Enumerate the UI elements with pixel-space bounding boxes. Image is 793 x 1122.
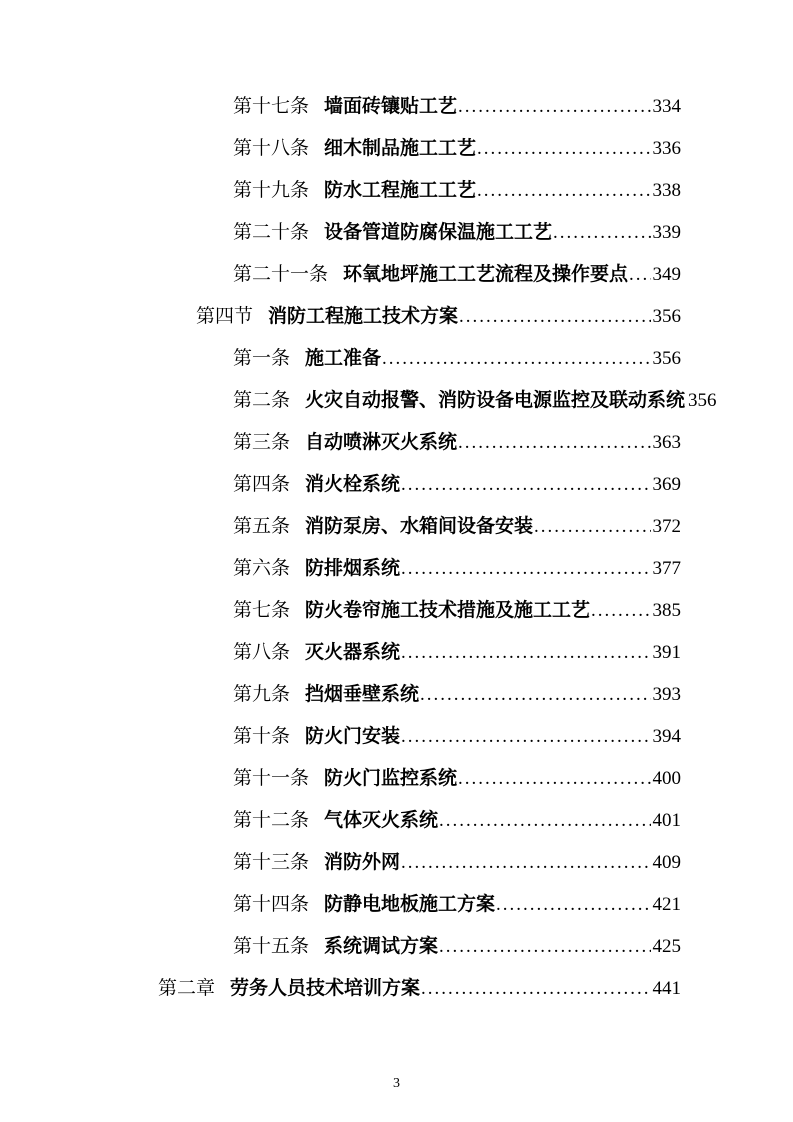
toc-entry[interactable]: [0, 758, 793, 800]
toc-entry[interactable]: [0, 674, 793, 716]
toc-entry-title: 消防工程施工技术方案: [268, 306, 459, 327]
toc-entry-page-number: 356: [652, 306, 681, 327]
toc-entry[interactable]: [0, 170, 793, 212]
toc-entry-label: 第八条: [233, 642, 291, 663]
toc-entry-page-number: 385: [652, 600, 681, 621]
toc-entry-label: 第二条: [233, 390, 291, 411]
toc-entry-page-number: 356: [652, 348, 681, 369]
toc-entry-label: 第五条: [233, 516, 291, 537]
toc-entry-page-number: 363: [652, 432, 681, 453]
toc-entry-title: 灭火器系统: [305, 642, 401, 663]
toc-entry-label: 第七条: [233, 600, 291, 621]
dot-leader: [400, 842, 650, 884]
dot-leader: [400, 548, 650, 590]
dot-leader: [495, 884, 650, 926]
toc-entry-title: 施工准备: [305, 348, 382, 369]
toc-entry-label: 第二十条: [233, 222, 310, 243]
toc-entry-page-number: 349: [652, 264, 681, 285]
toc-entry-label: 第十三条: [233, 852, 310, 873]
toc-entry-title: 墙面砖镶贴工艺: [324, 96, 458, 117]
dot-leader: [457, 758, 650, 800]
toc-entry-label: 第三条: [233, 432, 291, 453]
toc-entry-label: 第一条: [233, 348, 291, 369]
toc-entry[interactable]: [0, 506, 793, 548]
toc-entry[interactable]: [0, 590, 793, 632]
toc-entry-page-number: 400: [652, 768, 681, 789]
toc-entry-title: 防排烟系统: [305, 558, 401, 579]
toc-entry[interactable]: [0, 296, 793, 338]
toc-entry-title: 防静电地板施工方案: [324, 894, 496, 915]
toc-entry[interactable]: [0, 254, 793, 296]
toc-entry-label: 第四节: [196, 306, 254, 327]
toc-entry-title: 设备管道防腐保温施工工艺: [324, 222, 553, 243]
dot-leader: [457, 422, 650, 464]
toc-entry-label: 第十条: [233, 726, 291, 747]
dot-leader: [552, 212, 650, 254]
toc-entry-page-number: 372: [652, 516, 681, 537]
toc-entry-page-number: 393: [652, 684, 681, 705]
dot-leader: [533, 506, 650, 548]
toc-entry-page-number: 391: [652, 642, 681, 663]
toc-entry-title: 自动喷淋灭火系统: [305, 432, 458, 453]
toc-entry-label: 第九条: [233, 684, 291, 705]
dot-leader: [400, 464, 650, 506]
toc-entry[interactable]: [0, 884, 793, 926]
dot-leader: [476, 128, 650, 170]
toc-entry-page-number: 394: [652, 726, 681, 747]
toc-entry-label: 第十四条: [233, 894, 310, 915]
toc-entry-title: 消防外网: [324, 852, 401, 873]
dot-leader: [400, 632, 650, 674]
toc-entry-title: 火灾自动报警、消防设备电源监控及联动系统: [305, 390, 686, 411]
toc-entry[interactable]: [0, 968, 793, 1010]
toc-entry[interactable]: [0, 86, 793, 128]
toc-entry-label: 第二十一条: [233, 264, 329, 285]
dot-leader: [628, 254, 650, 296]
toc-entry-title: 挡烟垂壁系统: [305, 684, 420, 705]
toc-entry[interactable]: [0, 716, 793, 758]
toc-entry-label: 第六条: [233, 558, 291, 579]
toc-entry-title: 消火栓系统: [305, 474, 401, 495]
dot-leader: [458, 296, 650, 338]
toc-entry[interactable]: [0, 422, 793, 464]
toc-list: [0, 86, 793, 1010]
toc-entry-page-number: 409: [652, 852, 681, 873]
dot-leader: [476, 170, 650, 212]
toc-entry-title: 环氧地坪施工工艺流程及操作要点: [343, 264, 629, 285]
toc-entry-label: 第十七条: [233, 96, 310, 117]
dot-leader: [438, 926, 650, 968]
toc-entry-title: 气体灭火系统: [324, 810, 439, 831]
toc-entry-label: 第十八条: [233, 138, 310, 159]
dot-leader: [590, 590, 650, 632]
toc-entry[interactable]: [0, 212, 793, 254]
toc-entry[interactable]: [0, 926, 793, 968]
toc-entry-label: 第十五条: [233, 936, 310, 957]
toc-entry-title: 消防泵房、水箱间设备安装: [305, 516, 534, 537]
toc-entry-title: 细木制品施工工艺: [324, 138, 477, 159]
toc-entry[interactable]: [0, 380, 793, 422]
toc-entry-page-number: 336: [652, 138, 681, 159]
toc-entry[interactable]: [0, 800, 793, 842]
toc-entry-page-number: 339: [652, 222, 681, 243]
toc-entry[interactable]: [0, 464, 793, 506]
footer-page-number: 3: [393, 1076, 400, 1091]
toc-entry[interactable]: [0, 548, 793, 590]
toc-entry-page-number: 334: [652, 96, 681, 117]
dot-leader: [381, 338, 650, 380]
toc-entry-title: 防水工程施工工艺: [324, 180, 477, 201]
dot-leader: [438, 800, 650, 842]
toc-entry[interactable]: [0, 338, 793, 380]
toc-entry-label: 第四条: [233, 474, 291, 495]
toc-entry-page-number: 356: [688, 390, 717, 411]
toc-entry-page-number: 338: [652, 180, 681, 201]
dot-leader: [419, 674, 650, 716]
toc-entry-title: 系统调试方案: [324, 936, 439, 957]
toc-entry-label: 第十一条: [233, 768, 310, 789]
toc-entry-page-number: 377: [652, 558, 681, 579]
toc-entry[interactable]: [0, 842, 793, 884]
toc-entry-title: 劳务人员技术培训方案: [230, 978, 421, 999]
toc-entry-label: 第十二条: [233, 810, 310, 831]
toc-entry-title: 防火卷帘施工技术措施及施工工艺: [305, 600, 591, 621]
toc-entry[interactable]: [0, 632, 793, 674]
dot-leader: [457, 86, 650, 128]
toc-entry-title: 防火门安装: [305, 726, 401, 747]
toc-entry-page-number: 369: [652, 474, 681, 495]
dot-leader: [420, 968, 650, 1010]
dot-leader: [400, 716, 650, 758]
toc-entry-page-number: 441: [652, 978, 681, 999]
toc-entry-title: 防火门监控系统: [324, 768, 458, 789]
toc-entry[interactable]: [0, 128, 793, 170]
toc-entry-page-number: 421: [652, 894, 681, 915]
toc-entry-page-number: 401: [652, 810, 681, 831]
toc-entry-label: 第十九条: [233, 180, 310, 201]
toc-entry-label: 第二章: [158, 978, 216, 999]
toc-entry-page-number: 425: [652, 936, 681, 957]
